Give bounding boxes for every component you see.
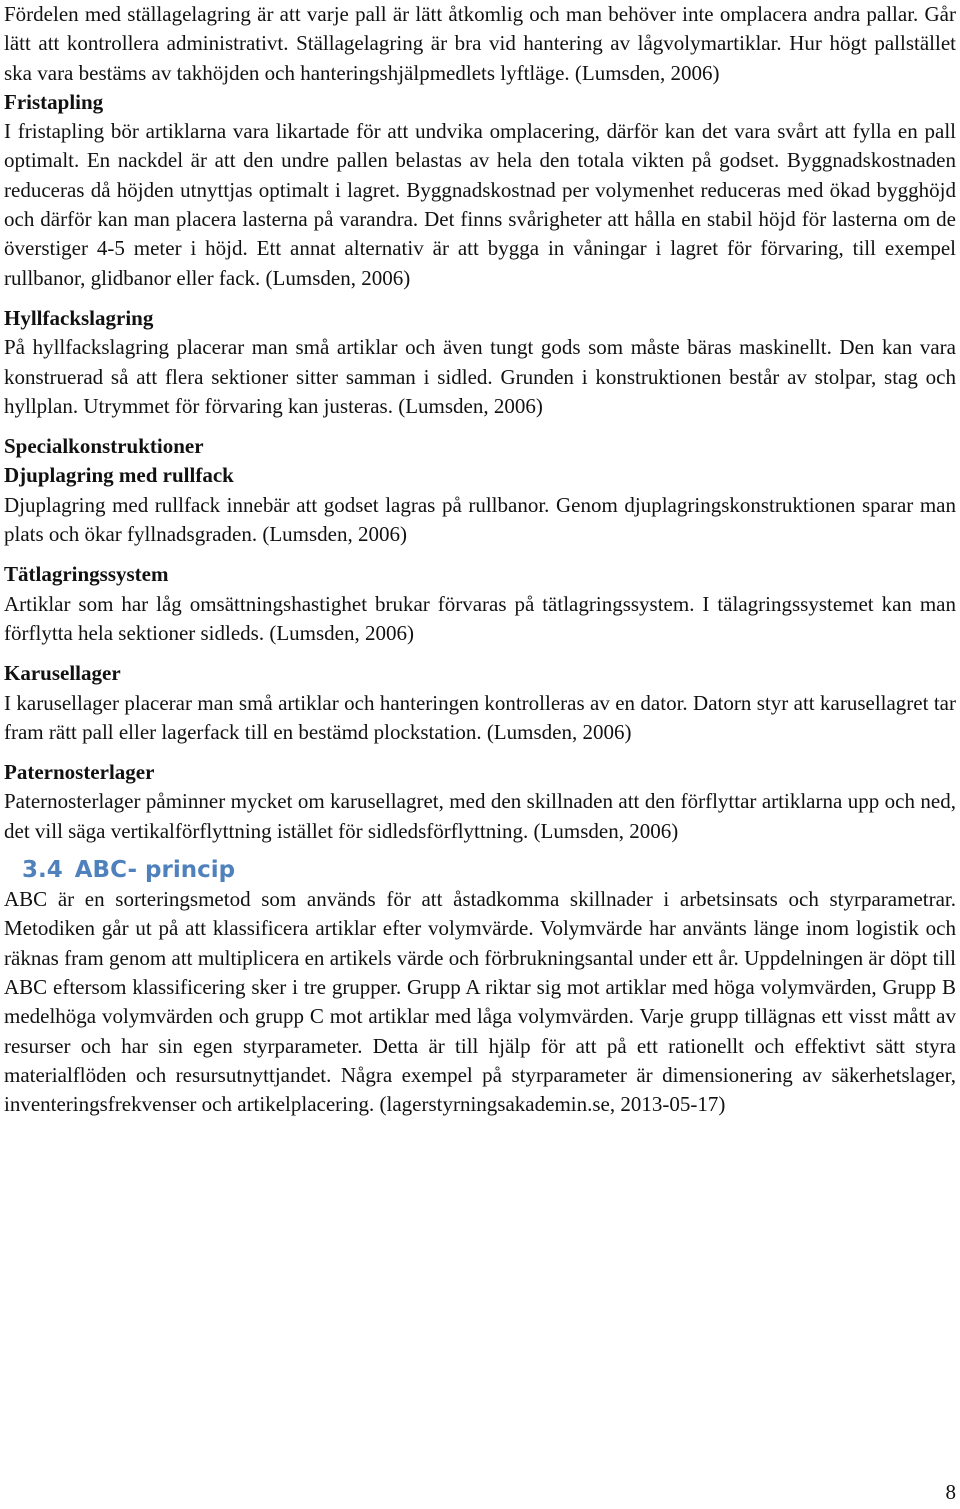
paragraph-paternosterlager: Paternosterlager påminner mycket om karusellagret, med den skillnaden att den förflyttar artiklarna upp och ned, det vill säga vertikalförflyttning istället för sidledsförflyttning. (Lumsden, 2006) [4,789,956,843]
section-title: ABC- princip [74,857,236,884]
heading-tatlagringssystem: Tätlagringssystem [4,562,169,587]
heading-karusellager: Karusellager [4,661,121,686]
paragraph-tatlagringssystem: Artiklar som har låg omsättningshastighet brukar förvaras på tätlagringssystem. I tälagringssystemet kan man förflytta hela sektioner sidleds. (Lumsden, 2006) [4,591,956,645]
heading-paternosterlager: Paternosterlager [4,760,155,785]
heading-fristapling: Fristapling [4,89,104,114]
heading-specialkonstruktioner: Specialkonstruktioner [4,434,204,459]
paragraph-intro: Fördelen med ställagelagring är att varje pall är lätt åtkomlig och man behöver inte omplacera andra pallar. Går lätt att kontrollera administrativt. Ställagelagring är bra vid hantering av lågvolymartiklar. Hur högt pallstället ska vara bestäms av takhöjden och hanteringshjälpmedlets lyftläge. (Lumsden, 2006) [4,2,956,85]
paragraph-abc: ABC är en sorteringsmetod som används för att åstadkomma skillnader i arbetsinsats och styrparametrar. Metodiken går ut på att klassificera artiklar efter volymvärde. Volymvärde har använts länge inom logistik och räknas fram genom att multiplicera en artikels värde och förbrukningsantal under ett år. Uppdelningen är döpt till ABC eftersom klassificering sker i tre grupper. Grupp A riktar sig mot artiklar med höga volymvärden, Grupp B medelhöga volymvärden och grupp C mot artiklar med låga volymvärden. Varje grupp tillägnas ett visst mått av resurser och har sin egen styrparameter. Detta är till hjälp för att på ett rationellt och effektivt sätt styra materialflöden och resursutnyttjandet. Några exempel på styrparameter är dimensionering av säkerhetslager, inventeringsfrekvenser och artikelplacering. (lagerstyrningsakademin.se, 2013-05-17) [4,887,956,1117]
paragraph-hyllfackslagring: På hyllfackslagring placerar man små artiklar och även tungt gods som måste bäras maskinellt. Den kan vara konstruerad så att flera sektioner sitter samman i sidled. Grunden i konstruktionen består av stolpar, stag och hyllplan. Utrymmet för förvaring kan justeras. (Lumsden, 2006) [4,335,956,418]
paragraph-djuplagring: Djuplagring med rullfack innebär att godset lagras på rullbanor. Genom djuplagringskonstruktionen sparar man plats och ökar fyllnadsgraden. (Lumsden, 2006) [4,492,956,547]
heading-djuplagring: Djuplagring med rullfack [4,463,234,488]
document-page [4,0,956,1119]
paragraph-fristapling: I fristapling bör artiklarna vara likartade för att undvika omplacering, därför kan det vara svårt att fylla en pall optimalt. En nackdel är att den undre pallen belastas av hela den totala vikten på godset. Byggnadskostnaden reduceras då höjden utnyttjas optimalt i lagret. Byggnadskostnad per volymenhet reduceras med ökad bygghöjd och därför kan man placera lasterna på varandra. Det finns svårigheter att hålla en stabil höjd för lasterna om de överstiger 4-5 meter i höjd. Ett annat alternativ är att bygga in våningar i lagret för förvaring, till exempel rullbanor, glidbanor eller fack. (Lumsden, 2006) [4,119,956,290]
paragraph-karusellager: I karusellager placerar man små artiklar och hanteringen kontrolleras av en dator. Datorn styr att karusellagret tar fram rätt pall eller lagerfack till en bestämd plockstation. (Lumsden, 2006) [4,690,956,744]
heading-hyllfackslagring: Hyllfackslagring [4,305,154,330]
section-heading-abc [4,855,956,885]
page-number: 8 [945,1480,956,1504]
section-number: 3.4 [22,857,63,884]
